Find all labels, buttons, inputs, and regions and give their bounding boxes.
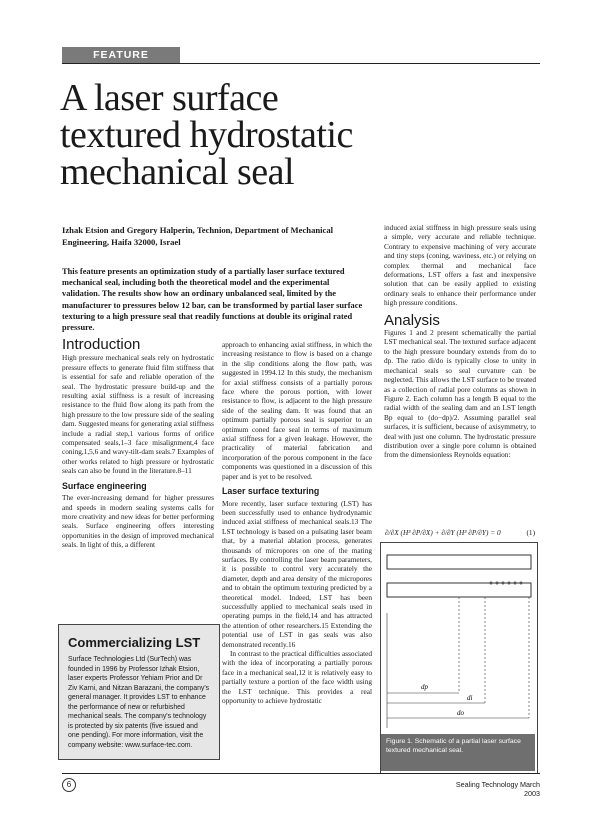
lst-heading: Laser surface texturing <box>222 486 320 497</box>
col3-paragraph-2: Figures 1 and 2 present schematically the partial LST mechanical seal. The textured surface adjacent to the high pressure boundary extends from do to dp. The ratio di/do is typically close to unity in mechanical seals so seal curvature can be neglected. This allows the LST surface to be treated as a collection of radial pore columns as shown in Figure 2. Each column has a length B equal to the radial width of the sealing dam and an LST length Bp equal to (do−dp)/2. Assuming parallel seal surfaces, it is sufficient, because of axisymmetry, to deal with just one column. The hydrostatic pressure distribution over a single pore column is obtained from the dimensionless Reynolds equation: <box>384 328 536 460</box>
seal-schematic <box>381 543 537 733</box>
footer-rule <box>62 773 540 774</box>
commercializing-box <box>58 624 220 760</box>
box-heading: Commercializing LST <box>68 635 201 650</box>
journal-footer: Sealing Technology March 2003 <box>455 780 540 798</box>
reynolds-equation <box>385 528 535 537</box>
col2-paragraph-3: In contrast to the practical difficulties associated with the idea of incorporating a partially porous face in a mechanical seal,12 it is relatively easy to partially texture a portion of the face width using the LST technique. This provides a real opportunity to achieve hydrostatic <box>222 649 372 706</box>
box-text: Surface Technologies Ltd (SurTech) was founded in 1996 by Professor Izhak Etsion, laser experts Professor Yehiam Prior and Dr Ziv Karni, and Nitzan Barazani, the company's general manager. It provides LST to enhance the performance of new or refurbished mechanical seals. The company's technology is protected by six patents (five issued and one pending). For more information, visit the company website: www.surface-tec.com. <box>68 656 210 749</box>
lower-ring <box>387 583 531 597</box>
col2-paragraph-2: More recently, laser surface texturing (LST) has been successfully used to enhance hydrodynamic induced axial stiffness of mechanical seals.13 The LST technology is based on a pulsating laser beam that, by a material ablation process, generates thousands of micropores on one of the mating surfaces. By controlling the laser beam parameters, it is possible to control very accurately the diameter, depth and area density of the micropores and to obtain the optimum texturing predicted by a theoretical model. Indeed, LST has been successfully applied to mechanical seals used in operating pumps in the field,14 and has attracted the attention of other researchers.15 Extending the potential use of LST in gas seals was also demonstrated recently.16 <box>222 498 372 649</box>
feature-band: FEATURE <box>62 47 180 63</box>
label-dp: dp <box>421 683 428 691</box>
surface-engineering-paragraph: The ever-increasing demand for higher pressures and speeds in modern sealing systems calls for more creativity and new ideas for better performing seals. Surface engineering offers interesting opportunities in the design of improved mechanical seals. In light of this, a different <box>62 493 214 550</box>
intro-paragraph: High pressure mechanical seals rely on hydrostatic pressure effects to generate fluid film stiffness that is essential for safe and reliable operation of the seal. The hydrostatic pressure build-up and the resulting axial stiffness is a result of increasing resistance to the fluid flow along its path from the high pressure to the low pressure side of the sealing dam. Suggested means for generating axial stiffness include a radial step,1 various forms of orifice compensated seals,1–3 face misalignment,4 face coning,1,5,6 and wavy-tilt-dam seals.7 Examples of other works related to high pressure or hydrostatic seals can also be found in the literature.8–11 <box>62 353 214 476</box>
header-rule <box>62 63 540 64</box>
label-di: di <box>467 694 473 702</box>
column-1 <box>62 336 214 550</box>
intro-heading: Introduction <box>62 336 141 353</box>
analysis-heading: Analysis <box>384 311 440 329</box>
column-3 <box>384 223 536 460</box>
column-2 <box>222 340 372 705</box>
surface-engineering-heading: Surface engineering <box>62 480 147 491</box>
equation-text: ∂/∂X (H³ ∂P/∂X) + ∂/∂Y (H³ ∂P/∂Y) = 0 <box>385 528 501 537</box>
figure-1-caption: Figure 1. Schematic of a partial laser surface textured mechanical seal. <box>381 734 535 771</box>
article-title: A laser surface textured hydrostatic mechanical seal <box>60 77 353 193</box>
col2-paragraph-1: approach to enhancing axial stiffness, in which the increasing resistance to flow is based on a change in the slip conditions along the flow path, was suggested in 1994.12 In this study, the mechanism for axial stiffness consists of a partially porous face where the porous portion, with lower resistance to flow, is adjacent to the high pressure side of the sealing dam. It was found that an optimum partially porous seal is superior to an optimum coned face seal in terms of maximum axial stiffness for a given leakage. However, the practicality of material fabrication and incorporation of the porous component in the face components was questioned in a discussion of this paper and is yet to be resolved. <box>222 340 372 481</box>
abstract: This feature presents an optimization study of a partially laser surface textured mechanical seal, including both the theoretical model and the experimental validation. The results show how an ordinary unbalanced seal, limited by the manufacturer to pressures below 12 bar, can be transformed by partial laser surface texturing to a high pressure seal that readily functions at double its original rated pressure. <box>62 267 363 333</box>
upper-ring <box>387 555 531 569</box>
equation-number: (1) <box>526 528 535 537</box>
col3-paragraph-1: induced axial stiffness in high pressure seals using a simple, very accurate and reliable technique. Contrary to expensive machining of very accurate and tiny steps (coning, waviness, etc.) or relying on complex thermal and mechanical face deformations, LST offers a fast and inexpensive solution that can be easily applied to existing ordinary seals to enhance their performance under high pressure conditions. <box>384 223 536 308</box>
authors: Izhak Etsion and Gregory Halperin, Technion, Department of Mechanical Engineering, Haifa 32000, Israel <box>62 225 334 247</box>
label-do: do <box>457 709 464 717</box>
page-number: 6 <box>62 778 76 792</box>
